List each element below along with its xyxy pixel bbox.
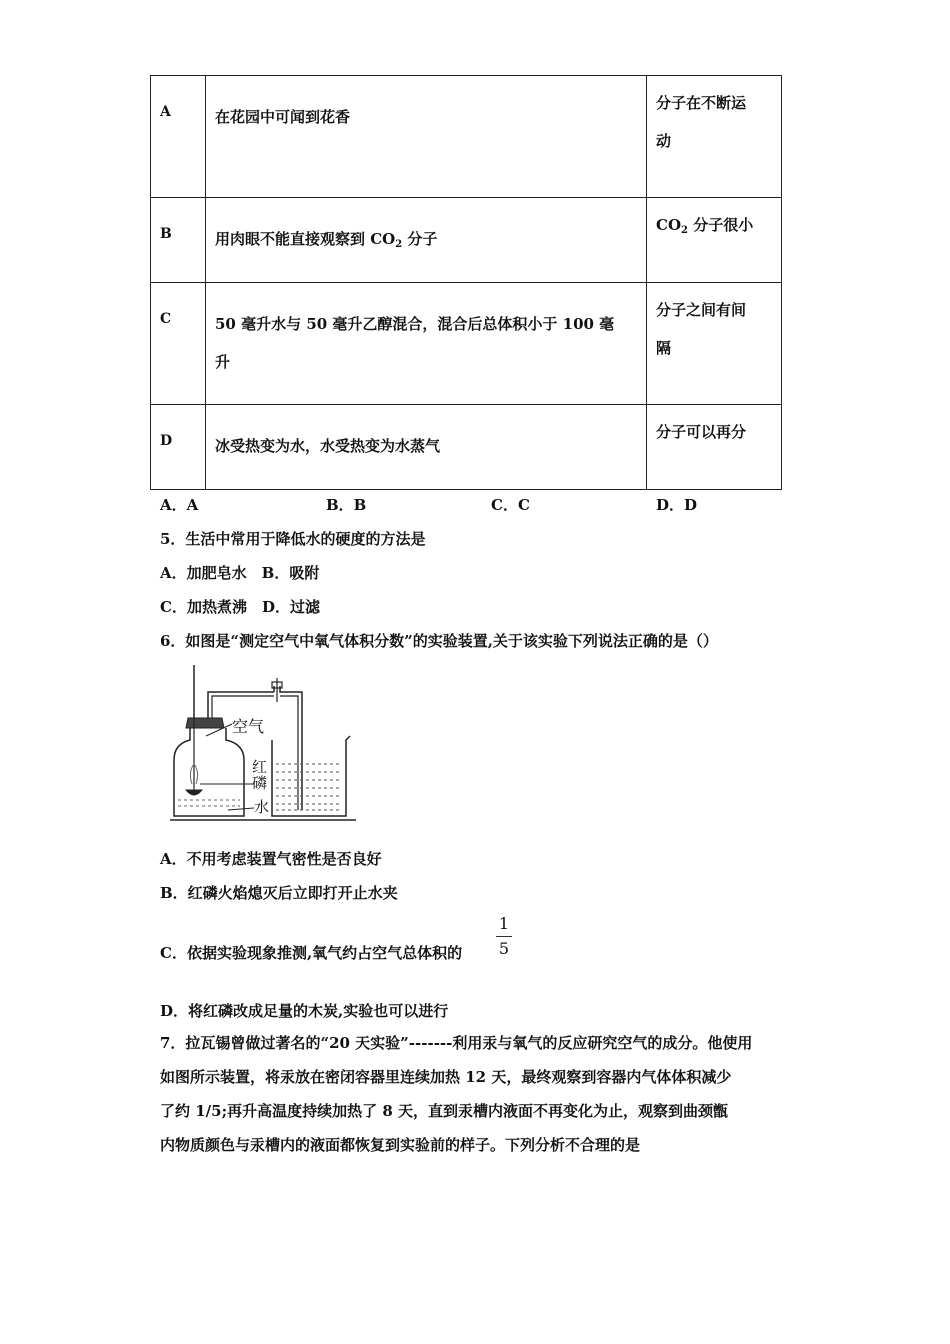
fraction-denominator: 5 (498, 939, 510, 958)
label-red1: 红 (252, 758, 268, 776)
fraction-one-fifth (496, 914, 512, 959)
q6-option-d[interactable]: D．将红磷改成足量的木炭,实验也可以进行 (160, 1002, 449, 1020)
table-row (151, 198, 782, 283)
q7-line: 7．拉瓦锡曾做过著名的“20 天实验”-------利用汞与氧气的反应研究空气的成分。他使用 (160, 1034, 753, 1052)
table-row (151, 76, 782, 198)
label-pointer (228, 808, 254, 810)
q4-option-a[interactable]: A．A (160, 496, 199, 514)
experiment-apparatus-figure (170, 660, 360, 825)
row-reason: 分子之间有间 隔 (647, 283, 782, 405)
q4-option-c[interactable]: C．C (491, 496, 530, 514)
q6-stem: 6．如图是“测定空气中氧气体积分数”的实验装置,关于该实验下列说法正确的是（） (160, 632, 718, 650)
beaker-water (276, 764, 342, 810)
q5-stem: 5．生活中常用于降低水的硬度的方法是 (160, 530, 426, 548)
combustion-spoon (186, 790, 202, 795)
row-content: 用肉眼不能直接观察到 $CO_2$ 分子 (206, 198, 647, 283)
table-row (151, 283, 782, 405)
row-letter: A (151, 76, 206, 198)
fraction-numerator: 1 (498, 914, 510, 933)
q4-option-b[interactable]: B．B (326, 496, 367, 514)
q7-line: 内物质颜色与汞槽内的液面都恢复到实验前的样子。下列分析不合理的是 (160, 1136, 641, 1154)
q5-options-row1[interactable]: A．加肥皂水 B．吸附 (160, 564, 320, 582)
row-letter: D (151, 405, 206, 490)
q7-line: 了约 1/5;再升高温度持续加热了 8 天，直到汞槽内液面不再变化为止，观察到曲颈甑 (160, 1102, 728, 1120)
row-content: 50 毫升水与 50 毫升乙醇混合，混合后总体积小于 100 毫 升 (206, 283, 647, 405)
q5-options-row2[interactable]: C．加热煮沸 D．过滤 (160, 598, 320, 616)
fraction-bar (496, 936, 512, 937)
row-reason: 分子在不断运 动 (647, 76, 782, 198)
row-letter: C (151, 283, 206, 405)
label-red2: 磷 (252, 774, 268, 792)
row-letter: B (151, 198, 206, 283)
label-air: 空气 (232, 717, 265, 736)
rubber-stopper (186, 718, 224, 728)
q6-option-b[interactable]: B．红磷火焰熄灭后立即打开止水夹 (160, 884, 398, 902)
row-reason: $CO_2$ 分子很小 (647, 198, 782, 283)
row-reason: 分子可以再分 (647, 405, 782, 490)
q6-option-c[interactable]: C．依据实验现象推测,氧气约占空气总体积的 (160, 944, 463, 962)
connecting-tube-inner (212, 696, 298, 810)
label-water: 水 (254, 798, 270, 816)
question-table (150, 75, 782, 490)
row-content: 冰受热变为水，水受热变为水蒸气 (206, 405, 647, 490)
q7-stem (160, 1026, 800, 1162)
q7-line: 如图所示装置，将汞放在密闭容器里连续加热 12 天，最终观察到容器内气体体积减少 (160, 1068, 732, 1086)
row-content: 在花园中可闻到花香 (206, 76, 647, 198)
gas-bottle (174, 728, 244, 816)
q4-option-d[interactable]: D．D (656, 496, 698, 514)
table-row (151, 405, 782, 490)
q6-option-a[interactable]: A．不用考虑装置气密性是否良好 (160, 850, 382, 868)
